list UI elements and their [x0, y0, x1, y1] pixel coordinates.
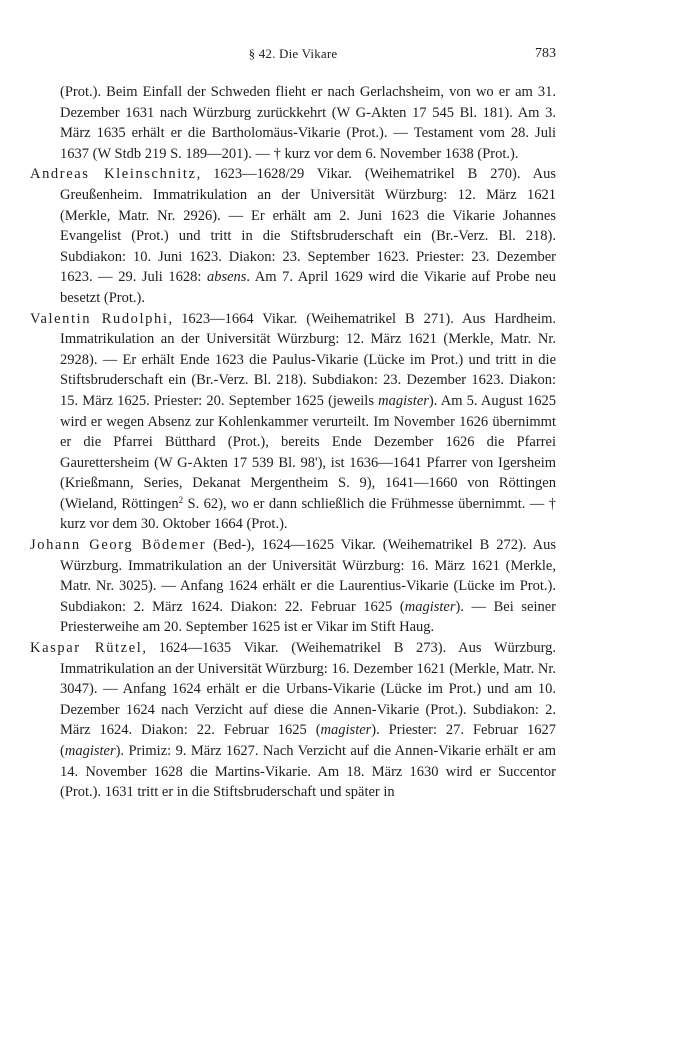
continued-paragraph: (Prot.). Beim Einfall der Schweden flieht er nach Gerlachsheim, von wo er am 31. Dezember 1631 nach Würzburg zurückkehrt (W G-Akten 17 545 Bl. 181). Am 3. März 1635 erhält er die Bartholomäus-Vikarie (Prot.). — Testament vom 28. Juli 1637 (W Stdb 219 S. 189—201). — † kurz vor dem 6. November 1638 (Prot.).: [60, 84, 556, 162]
running-head: [30, 46, 556, 62]
entry-text: ). Priester: 27. Februar 1627 (: [60, 722, 556, 759]
page-number: 783: [535, 46, 556, 61]
italic-term: absens: [206, 269, 247, 286]
vicar-entry: [30, 535, 556, 638]
vicar-entry: [30, 164, 556, 308]
entry-text: ). — Bei seiner Priesterweihe am 20. September 1625 ist er Vikar im Stift Haug.: [60, 598, 556, 636]
italic-term: magister: [404, 598, 456, 615]
entry-text: S. 62), wo er dann schließlich die Frühmesse übernimmt. — † kurz vor dem 30. Oktober 1664 (Prot.).: [60, 495, 556, 533]
vicar-entry: [30, 309, 556, 536]
entry-text: , 1623—1628/29 Vikar. (Weihematrikel B 270). Aus Greußenheim. Immatrikulation an der Universität Würzburg: 12. März 1621 (Merkle, Matr. Nr. 2926). — Er erhält am 2. Juni 1623 die Vikarie Johannes Evangelist (Prot.) und tritt in die Stiftsbruderschaft ein (Br.-Verz. Bl. 218). Subdiakon: 10. Juni 1623. Diakon: 23. September 1623. Priester: 23. Dezember 1623. — 29. Juli 1628:: [60, 166, 556, 286]
vicar-name: Andreas Kleinschnitz: [30, 166, 197, 183]
entry-text: ). Primiz: 9. März 1627. Nach Verzicht auf die Annen-Vikarie erhält er am 14. November 1628 die Martins-Vikarie. Am 18. März 1630 wird er Succentor (Prot.). 1631 tritt er in die Stiftsbruderschaft und später in: [60, 743, 556, 801]
entry-text: (Bed-), 1624—1625 Vikar. (Weihematrikel B 272). Aus Würzburg. Immatrikulation an der Universität Würzburg: 16. März 1621 (Merkle, Matr. Nr. 3025). — Anfang 1624 erhält er die Laurentius-Vikarie (Lücke im Prot.). Subdiakon: 2. März 1624. Diakon: 22. Februar 1625 (: [60, 537, 556, 615]
vicar-name: Johann Georg Bödemer: [30, 537, 207, 554]
italic-term: magister: [320, 722, 372, 739]
edition-superscript: 2: [178, 494, 184, 505]
entry-text: , 1624—1635 Vikar. (Weihematrikel B 273). Aus Würzburg. Immatrikulation an der Universität Würzburg: 16. Dezember 1621 (Merkle, Matr. Nr. 3047). — Anfang 1624 erhält er die Urbans-Vikarie (Lücke im Prot.) und am 10. Dezember 1624 nach Verzicht auf diese die Annen-Vikarie (Prot.). Subdiakon: 2. März 1624. Diakon: 22. Februar 1625 (: [60, 640, 557, 739]
italic-term: magister: [64, 743, 116, 759]
entry-text: . Am 7. April 1629 wird die Vikarie auf Probe neu besetzt (Prot.).: [60, 269, 556, 306]
entry-text: , 1623—1664 Vikar. (Weihematrikel B 271). Aus Hardheim. Immatrikulation an der Universität Würzburg: 12. März 1621 (Merkle, Matr. Nr. 2928). — Er erhält Ende 1623 die Paulus-Vikarie (Lücke im Prot.) und tritt in die Stiftsbruderschaft ein (Br.-Verz. Bl. 218). Subdiakon: 23. Dezember 1623. Diakon: 15. März 1625. Priester: 20. September 1625 (jeweils: [60, 310, 556, 409]
vicar-entry: [30, 638, 556, 803]
vicar-name: Valentin Rudolphi: [30, 310, 169, 327]
body-text: [30, 82, 556, 803]
vicar-name: Kaspar Rützel: [30, 640, 143, 657]
entry-text: ). Am 5. August 1625 wird er wegen Absenz zur Kohlenkammer verurteilt. Im November 1626 übernimmt er die Pfarrei Bütthard (Prot.), bereits Ende Dezember 1626 die Pfarrei Gaurettersheim (W G-Akten 17 539 Bl. 98'), ist 1636—1641 Pfarrer von Igersheim (Krießmann, Series, Dekanat Mergentheim S. 9), 1641—1660 von Röttingen (Wieland, Röttingen: [60, 392, 557, 512]
italic-term: magister: [378, 392, 429, 409]
section-title: § 42. Die Vikare: [248, 46, 338, 61]
